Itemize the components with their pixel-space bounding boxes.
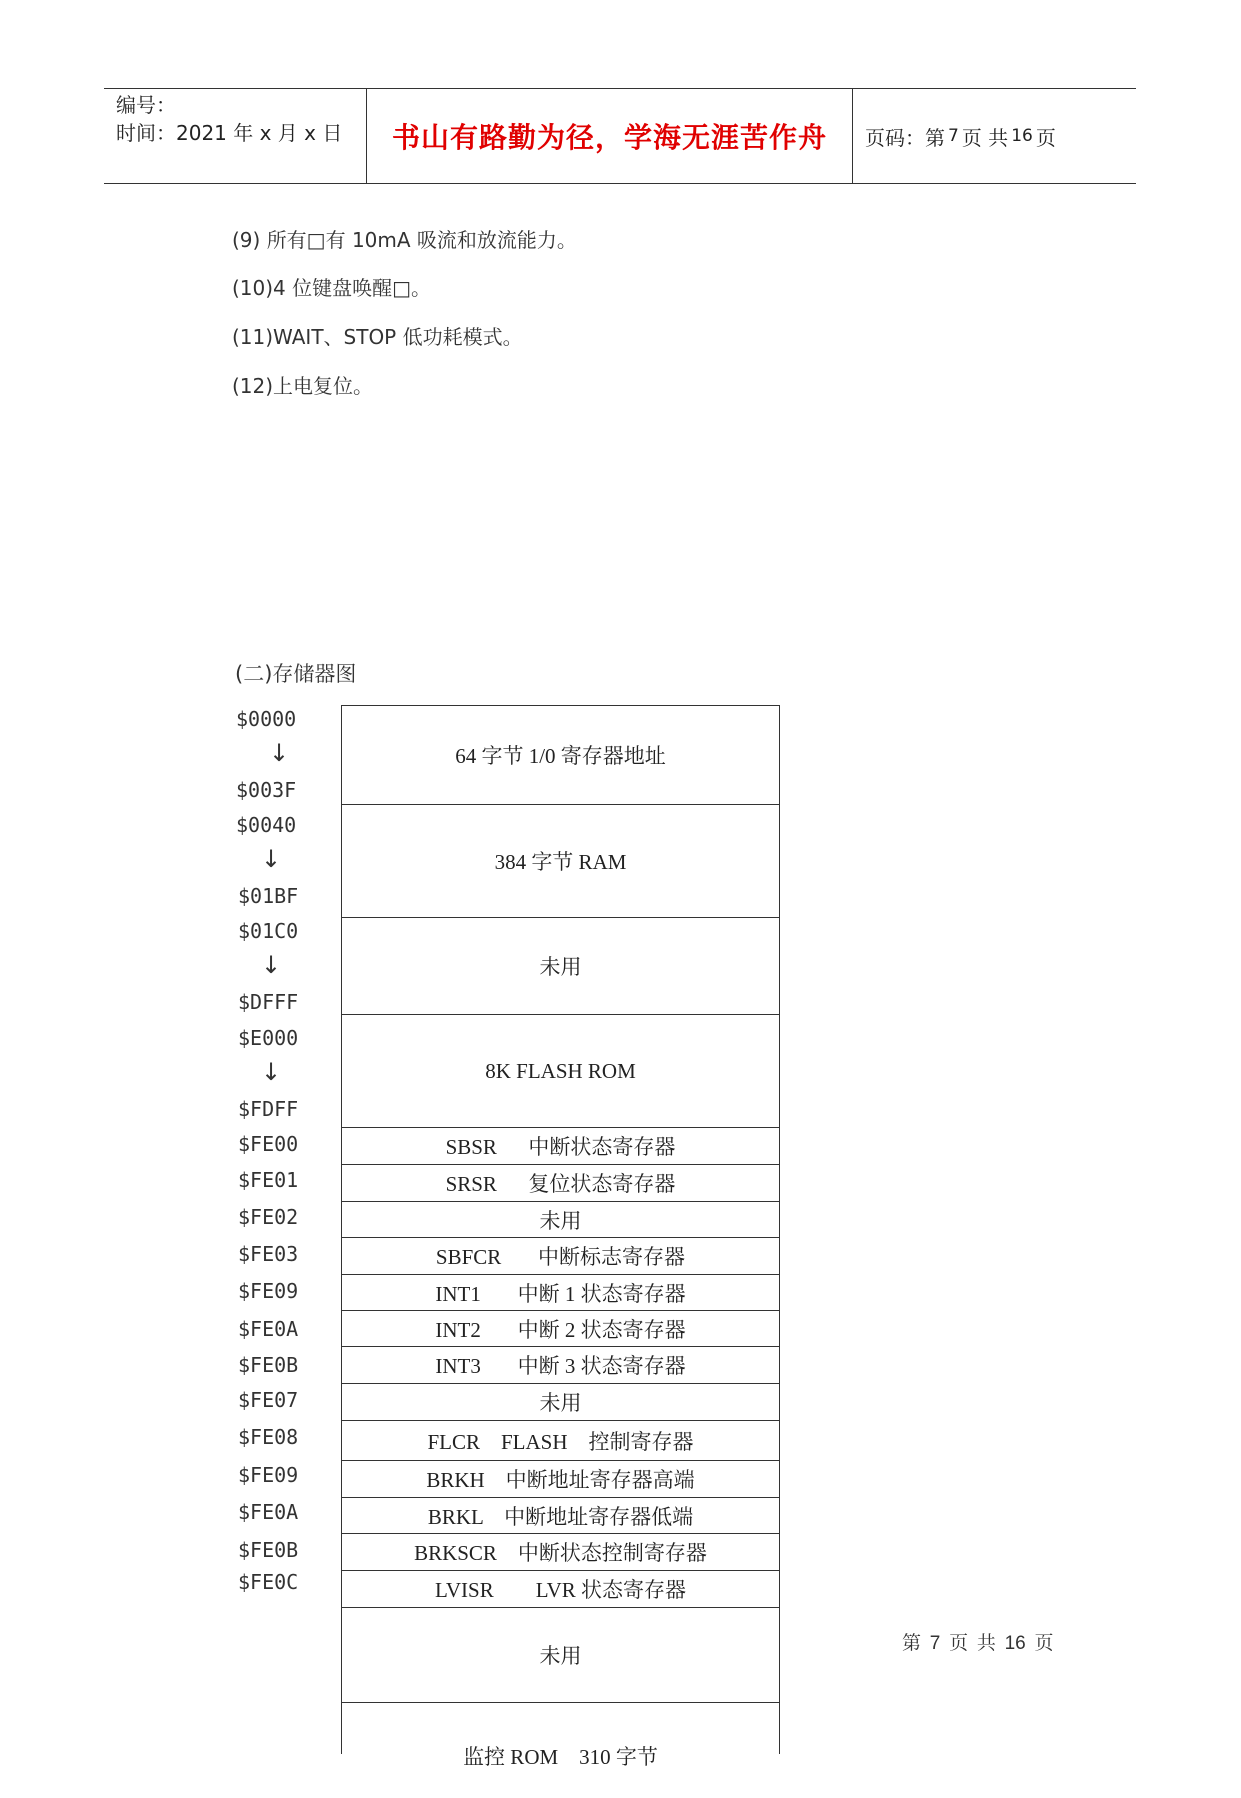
- feature-item: (12)上电复位。: [232, 374, 374, 398]
- down-arrow-icon: ↓: [261, 1058, 282, 1086]
- memory-map-cell: 未用: [342, 1384, 779, 1421]
- header-meta: [104, 89, 367, 183]
- feature-item: (10)4 位键盘唤醒□。: [232, 276, 432, 300]
- header-time-label: 时间：2021 年 x 月 x 日: [116, 121, 343, 145]
- memory-map-cell: 64 字节 1/0 寄存器地址: [342, 706, 779, 805]
- address-label: $003F: [236, 778, 297, 802]
- footer-page-prefix: 第: [902, 1633, 922, 1654]
- memory-map-cell: LVISR LVR 状态寄存器: [342, 1571, 779, 1608]
- address-label: $FE08: [238, 1425, 299, 1449]
- address-label: $01C0: [238, 919, 299, 943]
- memory-map-cell: BRKL 中断地址寄存器低端: [342, 1498, 779, 1534]
- address-label: $FE0B: [238, 1538, 299, 1562]
- address-label: $0000: [236, 707, 297, 731]
- address-label: $FDFF: [238, 1097, 299, 1121]
- memory-map-cell: 监控 ROM 310 字节: [463, 1745, 658, 1769]
- down-arrow-icon: ↓: [261, 845, 282, 873]
- memory-map-cell: INT1 中断 1 状态寄存器: [342, 1275, 779, 1311]
- footer-page-current: 7: [929, 1633, 941, 1654]
- footer-page-mid: 页 共: [949, 1633, 996, 1654]
- footer-page-number: [902, 1628, 1054, 1655]
- address-label: $FE00: [238, 1132, 299, 1156]
- address-label: $01BF: [238, 884, 299, 908]
- memory-map-cell: 384 字节 RAM: [342, 805, 779, 918]
- memory-map-cell: 未用: [342, 918, 779, 1015]
- header-page-total: 16: [1011, 126, 1033, 146]
- header-page-prefix: 页码：第: [865, 125, 945, 150]
- address-label: $FE09: [238, 1463, 299, 1487]
- address-label: $FE0A: [238, 1500, 299, 1524]
- memory-map-cell: BRKH 中断地址寄存器高端: [342, 1461, 779, 1498]
- memory-map-cell: SBFCR 中断标志寄存器: [342, 1238, 779, 1275]
- address-label: $FE01: [238, 1168, 299, 1192]
- address-label: $FE03: [238, 1242, 299, 1266]
- memory-map-cell: 未用: [342, 1608, 779, 1703]
- address-label: $DFFF: [238, 990, 299, 1014]
- memory-map-cell: 8K FLASH ROM: [342, 1015, 779, 1128]
- address-label: $0040: [236, 813, 297, 837]
- down-arrow-icon: ↓: [269, 739, 290, 767]
- address-label: $FE0A: [238, 1317, 299, 1341]
- feature-item: (11)WAIT、STOP 低功耗模式。: [232, 325, 523, 349]
- footer-page-total: 16: [1004, 1633, 1026, 1654]
- address-label: $FE0B: [238, 1353, 299, 1377]
- memory-map-table: [341, 705, 780, 1769]
- memory-map-cell: FLCR FLASH 控制寄存器: [342, 1421, 779, 1461]
- address-label: $E000: [238, 1026, 299, 1050]
- feature-item: (9) 所有□有 10mA 吸流和放流能力。: [232, 228, 577, 252]
- footer-page-suffix: 页: [1034, 1633, 1054, 1654]
- address-label: $FE0C: [238, 1570, 299, 1594]
- address-label: $FE07: [238, 1388, 299, 1412]
- header-page-suffix: 页: [1035, 125, 1056, 150]
- header-number-label: 编号：: [116, 93, 176, 117]
- header-page-info: [853, 89, 1136, 183]
- header-page-current: 7: [948, 126, 959, 146]
- memory-map-cell: 未用: [342, 1202, 779, 1238]
- memory-map-cell: INT3 中断 3 状态寄存器: [342, 1347, 779, 1384]
- header-page-mid: 页 共: [961, 125, 1009, 150]
- page-header: [104, 88, 1136, 184]
- header-motto: 书山有路勤为径，学海无涯苦作舟: [367, 89, 853, 183]
- memory-map-cell: INT2 中断 2 状态寄存器: [342, 1311, 779, 1347]
- address-label: $FE09: [238, 1279, 299, 1303]
- address-label: $FE02: [238, 1205, 299, 1229]
- memory-map-cell: SBSR 中断状态寄存器: [342, 1128, 779, 1165]
- memory-map-cell: BRKSCR 中断状态控制寄存器: [342, 1534, 779, 1571]
- section-title: (二)存储器图: [235, 662, 357, 686]
- memory-map-cell: SRSR 复位状态寄存器: [342, 1165, 779, 1202]
- down-arrow-icon: ↓: [261, 951, 282, 979]
